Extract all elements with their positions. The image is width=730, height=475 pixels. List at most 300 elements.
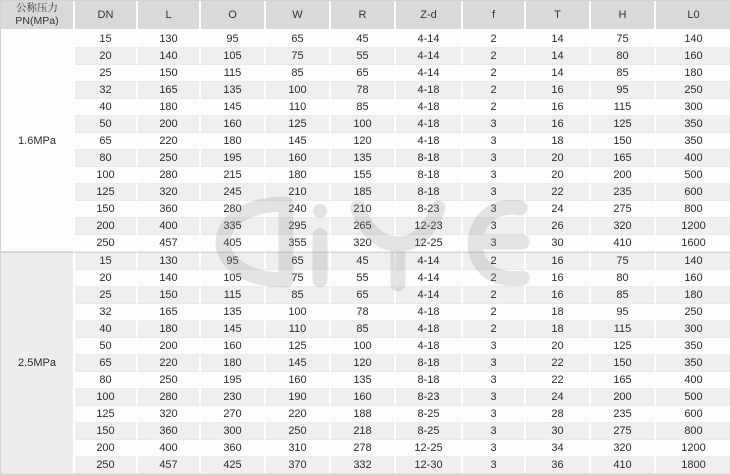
- table-cell: 8-18: [396, 167, 463, 184]
- table-cell: 22: [526, 372, 591, 389]
- table-row: [1, 150, 730, 167]
- table-cell: 8-18: [396, 372, 463, 389]
- table-cell: 125: [266, 116, 331, 133]
- table-cell: 4-14: [396, 270, 463, 287]
- table-cell: 30: [526, 235, 591, 252]
- table-cell: 410: [591, 457, 656, 474]
- table-cell: 80: [75, 372, 138, 389]
- table-cell: 78: [331, 82, 396, 99]
- table-cell: 300: [656, 99, 730, 116]
- table-row: [1, 31, 730, 48]
- table-cell: 425: [201, 457, 266, 474]
- table-cell: 218: [331, 423, 396, 440]
- table-cell: 40: [75, 99, 138, 116]
- table-cell: 600: [656, 406, 730, 423]
- table-cell: 235: [591, 184, 656, 201]
- table-cell: 355: [266, 235, 331, 252]
- table-cell: 300: [656, 321, 730, 338]
- table-cell: 110: [266, 99, 331, 116]
- table-cell: 280: [138, 389, 201, 406]
- table-cell: 8-18: [396, 150, 463, 167]
- table-cell: 3: [463, 423, 526, 440]
- table-cell: 150: [591, 133, 656, 150]
- table-cell: 2: [463, 65, 526, 82]
- table-cell: 105: [201, 270, 266, 287]
- table-cell: 4-14: [396, 65, 463, 82]
- table-cell: 270: [201, 406, 266, 423]
- table-cell: 22: [526, 184, 591, 201]
- table-cell: 280: [138, 167, 201, 184]
- table-cell: 85: [591, 65, 656, 82]
- table-cell: 400: [656, 372, 730, 389]
- table-cell: 350: [656, 355, 730, 372]
- table-cell: 28: [526, 406, 591, 423]
- table-cell: 235: [591, 406, 656, 423]
- table-row: [1, 184, 730, 201]
- pressure-label: 2.5MPa: [1, 252, 75, 474]
- table-cell: 4-18: [396, 133, 463, 150]
- table-cell: 2: [463, 31, 526, 48]
- table-cell: 45: [331, 252, 396, 270]
- table-row: [1, 389, 730, 406]
- table-cell: 95: [591, 82, 656, 99]
- table-cell: 2: [463, 252, 526, 270]
- table-cell: 457: [138, 457, 201, 474]
- table-cell: 160: [201, 116, 266, 133]
- table-cell: 105: [201, 48, 266, 65]
- table-cell: 295: [266, 218, 331, 235]
- table-cell: 55: [331, 48, 396, 65]
- table-cell: 14: [526, 65, 591, 82]
- table-cell: 150: [75, 201, 138, 218]
- table-cell: 3: [463, 406, 526, 423]
- table-cell: 125: [75, 406, 138, 423]
- table-cell: 80: [591, 270, 656, 287]
- table-cell: 75: [591, 252, 656, 270]
- table-row: [1, 133, 730, 150]
- table-cell: 250: [75, 457, 138, 474]
- column-header-L: L: [138, 1, 201, 31]
- table-cell: 350: [656, 116, 730, 133]
- table-cell: 16: [526, 252, 591, 270]
- table-row: [1, 457, 730, 474]
- table-cell: 65: [75, 355, 138, 372]
- table-cell: 150: [591, 355, 656, 372]
- table-row: [1, 304, 730, 321]
- table-cell: 120: [331, 133, 396, 150]
- column-header-Z-d: Z-d: [396, 1, 463, 31]
- table-row: [1, 218, 730, 235]
- table-cell: 55: [331, 270, 396, 287]
- table-row: [1, 270, 730, 287]
- table-cell: 275: [591, 423, 656, 440]
- table-cell: 3: [463, 218, 526, 235]
- table-cell: 14: [526, 31, 591, 48]
- table-cell: 16: [526, 287, 591, 304]
- column-header-W: W: [266, 1, 331, 31]
- table-cell: 4-18: [396, 82, 463, 99]
- table-cell: 220: [138, 133, 201, 150]
- pressure-header-line1: 公称压力: [16, 2, 58, 14]
- table-cell: 100: [266, 304, 331, 321]
- table-row: [1, 48, 730, 65]
- table-cell: 4-18: [396, 321, 463, 338]
- table-cell: 190: [266, 389, 331, 406]
- table-cell: 65: [331, 287, 396, 304]
- table-cell: 200: [138, 338, 201, 355]
- table-cell: 240: [266, 201, 331, 218]
- table-cell: 25: [75, 65, 138, 82]
- table-cell: 100: [75, 389, 138, 406]
- table-cell: 180: [138, 99, 201, 116]
- table-cell: 145: [201, 99, 266, 116]
- table-cell: 250: [138, 150, 201, 167]
- table-cell: 85: [591, 287, 656, 304]
- table-cell: 25: [75, 287, 138, 304]
- table-cell: 200: [75, 440, 138, 457]
- table-cell: 200: [591, 389, 656, 406]
- table-cell: 2: [463, 48, 526, 65]
- table-cell: 4-14: [396, 287, 463, 304]
- column-header-R: R: [331, 1, 396, 31]
- table-cell: 250: [266, 423, 331, 440]
- table-cell: 50: [75, 116, 138, 133]
- table-cell: 65: [331, 65, 396, 82]
- table-cell: 245: [201, 184, 266, 201]
- table-cell: 115: [201, 287, 266, 304]
- table-cell: 100: [75, 167, 138, 184]
- table-row: [1, 65, 730, 82]
- table-cell: 140: [656, 252, 730, 270]
- column-header-f: f: [463, 1, 526, 31]
- table-cell: 160: [331, 389, 396, 406]
- table-row: [1, 116, 730, 133]
- table-cell: 145: [201, 321, 266, 338]
- table-cell: 12-23: [396, 218, 463, 235]
- table-cell: 220: [266, 406, 331, 423]
- table-cell: 3: [463, 389, 526, 406]
- table-cell: 800: [656, 423, 730, 440]
- table-cell: 22: [526, 355, 591, 372]
- table-cell: 370: [266, 457, 331, 474]
- table-cell: 3: [463, 457, 526, 474]
- table-cell: 320: [591, 440, 656, 457]
- table-cell: 600: [656, 184, 730, 201]
- table-cell: 180: [201, 133, 266, 150]
- table-cell: 250: [656, 304, 730, 321]
- table-cell: 135: [331, 372, 396, 389]
- table-cell: 4-14: [396, 31, 463, 48]
- table-cell: 3: [463, 355, 526, 372]
- table-cell: 78: [331, 304, 396, 321]
- table-cell: 160: [201, 338, 266, 355]
- table-cell: 275: [591, 201, 656, 218]
- table-cell: 160: [266, 372, 331, 389]
- table-cell: 4-18: [396, 304, 463, 321]
- table-cell: 160: [656, 270, 730, 287]
- table-cell: 36: [526, 457, 591, 474]
- table-cell: 185: [331, 184, 396, 201]
- table-row: [1, 423, 730, 440]
- table-cell: 3: [463, 116, 526, 133]
- table-cell: 3: [463, 167, 526, 184]
- table-row: [1, 355, 730, 372]
- table-cell: 320: [138, 184, 201, 201]
- table-cell: 85: [266, 287, 331, 304]
- table-cell: 360: [138, 201, 201, 218]
- table-cell: 2: [463, 82, 526, 99]
- table-cell: 155: [331, 167, 396, 184]
- table-row: [1, 82, 730, 99]
- table-cell: 320: [591, 218, 656, 235]
- table-cell: 165: [138, 304, 201, 321]
- table-cell: 85: [266, 65, 331, 82]
- table-cell: 125: [591, 338, 656, 355]
- table-cell: 16: [526, 270, 591, 287]
- table-cell: 145: [266, 133, 331, 150]
- table-cell: 310: [266, 440, 331, 457]
- table-cell: 4-18: [396, 338, 463, 355]
- table-cell: 165: [138, 82, 201, 99]
- table-cell: 250: [75, 235, 138, 252]
- table-cell: 12-30: [396, 457, 463, 474]
- table-cell: 3: [463, 201, 526, 218]
- table-cell: 400: [138, 218, 201, 235]
- table-cell: 12-25: [396, 440, 463, 457]
- table-cell: 115: [591, 99, 656, 116]
- table-cell: 265: [331, 218, 396, 235]
- table-cell: 32: [75, 82, 138, 99]
- table-cell: 2: [463, 287, 526, 304]
- table-cell: 4-18: [396, 99, 463, 116]
- table-cell: 26: [526, 218, 591, 235]
- table-cell: 4-18: [396, 116, 463, 133]
- table-cell: 400: [656, 150, 730, 167]
- table-cell: 20: [526, 167, 591, 184]
- table-cell: 160: [266, 150, 331, 167]
- table-cell: 8-23: [396, 389, 463, 406]
- table-cell: 40: [75, 321, 138, 338]
- table-cell: 300: [201, 423, 266, 440]
- table-row: [1, 99, 730, 116]
- table-cell: 1600: [656, 235, 730, 252]
- table-cell: 500: [656, 167, 730, 184]
- table-cell: 188: [331, 406, 396, 423]
- table-cell: 8-25: [396, 406, 463, 423]
- table-cell: 165: [591, 150, 656, 167]
- table-cell: 400: [138, 440, 201, 457]
- column-header-H: H: [591, 1, 656, 31]
- table-body: [1, 31, 730, 474]
- table-row: [1, 440, 730, 457]
- table-cell: 3: [463, 150, 526, 167]
- table-cell: 125: [75, 184, 138, 201]
- table-cell: 12-25: [396, 235, 463, 252]
- table-cell: 85: [331, 321, 396, 338]
- table-cell: 30: [526, 423, 591, 440]
- table-cell: 4-14: [396, 48, 463, 65]
- table-cell: 140: [138, 48, 201, 65]
- table-cell: 180: [138, 321, 201, 338]
- table-cell: 110: [266, 321, 331, 338]
- table-cell: 80: [75, 150, 138, 167]
- table-cell: 4-14: [396, 252, 463, 270]
- table-cell: 15: [75, 252, 138, 270]
- table-row: [1, 235, 730, 252]
- table-cell: 150: [138, 65, 201, 82]
- table-cell: 3: [463, 184, 526, 201]
- table-cell: 150: [138, 287, 201, 304]
- pressure-label: 1.6MPa: [1, 31, 75, 252]
- table-cell: 250: [656, 82, 730, 99]
- table-cell: 360: [201, 440, 266, 457]
- table-cell: 3: [463, 372, 526, 389]
- table-cell: 20: [75, 48, 138, 65]
- table-cell: 160: [656, 48, 730, 65]
- table-cell: 3: [463, 440, 526, 457]
- table-cell: 320: [331, 235, 396, 252]
- table-cell: 195: [201, 150, 266, 167]
- table-cell: 80: [591, 48, 656, 65]
- table-cell: 130: [138, 31, 201, 48]
- column-header-O: O: [201, 1, 266, 31]
- table-cell: 65: [266, 31, 331, 48]
- table-cell: 120: [331, 355, 396, 372]
- table-cell: 115: [201, 65, 266, 82]
- table-cell: 125: [266, 338, 331, 355]
- table-cell: 8-18: [396, 355, 463, 372]
- table-cell: 180: [201, 355, 266, 372]
- table-cell: 8-18: [396, 184, 463, 201]
- column-header-T: T: [526, 1, 591, 31]
- table-cell: 210: [266, 184, 331, 201]
- table-cell: 3: [463, 133, 526, 150]
- table-cell: 14: [526, 48, 591, 65]
- table-cell: 18: [526, 304, 591, 321]
- table-cell: 150: [75, 423, 138, 440]
- table-cell: 250: [138, 372, 201, 389]
- table-cell: 20: [526, 150, 591, 167]
- table-header-row: [1, 1, 730, 31]
- column-header-DN: DN: [75, 1, 138, 31]
- table-cell: 95: [201, 252, 266, 270]
- table-cell: 360: [138, 423, 201, 440]
- table-cell: 457: [138, 235, 201, 252]
- table-row: [1, 167, 730, 184]
- table-cell: 2: [463, 99, 526, 116]
- column-header-L0: L0: [656, 1, 730, 31]
- table-cell: 320: [138, 406, 201, 423]
- table-cell: 200: [75, 218, 138, 235]
- table-cell: 8-23: [396, 201, 463, 218]
- table-cell: 1800: [656, 457, 730, 474]
- table-cell: 135: [331, 150, 396, 167]
- table-cell: 45: [331, 31, 396, 48]
- table-cell: 140: [138, 270, 201, 287]
- table-cell: 1200: [656, 218, 730, 235]
- table-cell: 200: [138, 116, 201, 133]
- table-cell: 115: [591, 321, 656, 338]
- table-cell: 280: [201, 201, 266, 218]
- table-cell: 50: [75, 338, 138, 355]
- table-cell: 1200: [656, 440, 730, 457]
- table-cell: 100: [331, 116, 396, 133]
- table-cell: 350: [656, 338, 730, 355]
- table-cell: 125: [591, 116, 656, 133]
- table-row: [1, 321, 730, 338]
- table-cell: 100: [331, 338, 396, 355]
- table-cell: 75: [266, 48, 331, 65]
- table-cell: 3: [463, 235, 526, 252]
- table-cell: 332: [331, 457, 396, 474]
- table-cell: 18: [526, 321, 591, 338]
- table-cell: 165: [591, 372, 656, 389]
- table-cell: 2: [463, 270, 526, 287]
- table-row: [1, 287, 730, 304]
- table-row: [1, 338, 730, 355]
- pressure-column-header: [1, 1, 75, 31]
- pressure-header-line2: PN(MPa): [15, 15, 59, 27]
- table-cell: 180: [266, 167, 331, 184]
- table-cell: 210: [331, 201, 396, 218]
- table-cell: 20: [75, 270, 138, 287]
- table-cell: 8-25: [396, 423, 463, 440]
- table-cell: 350: [656, 133, 730, 150]
- table-cell: 220: [138, 355, 201, 372]
- table-row: [1, 252, 730, 270]
- table-cell: 100: [266, 82, 331, 99]
- table-cell: 95: [201, 31, 266, 48]
- table-cell: 500: [656, 389, 730, 406]
- table-cell: 180: [656, 287, 730, 304]
- table-cell: 2: [463, 321, 526, 338]
- table-cell: 18: [526, 133, 591, 150]
- table-cell: 95: [591, 304, 656, 321]
- table-cell: 215: [201, 167, 266, 184]
- table-cell: 16: [526, 82, 591, 99]
- table-cell: 135: [201, 82, 266, 99]
- table-row: [1, 406, 730, 423]
- table-cell: 85: [331, 99, 396, 116]
- table-cell: 75: [591, 31, 656, 48]
- table-cell: 800: [656, 201, 730, 218]
- table-cell: 16: [526, 99, 591, 116]
- table-cell: 16: [526, 116, 591, 133]
- table-cell: 410: [591, 235, 656, 252]
- table-cell: 405: [201, 235, 266, 252]
- table-cell: 335: [201, 218, 266, 235]
- table-cell: 230: [201, 389, 266, 406]
- table-cell: 130: [138, 252, 201, 270]
- table-cell: 145: [266, 355, 331, 372]
- table-cell: 15: [75, 31, 138, 48]
- table-cell: 195: [201, 372, 266, 389]
- table-cell: 65: [266, 252, 331, 270]
- table-cell: 2: [463, 304, 526, 321]
- table-cell: 278: [331, 440, 396, 457]
- table-cell: 200: [591, 167, 656, 184]
- table-cell: 24: [526, 201, 591, 218]
- table-cell: 34: [526, 440, 591, 457]
- table-cell: 3: [463, 338, 526, 355]
- table-cell: 140: [656, 31, 730, 48]
- table-cell: 65: [75, 133, 138, 150]
- table-cell: 75: [266, 270, 331, 287]
- table-cell: 20: [526, 338, 591, 355]
- table-cell: 24: [526, 389, 591, 406]
- table-cell: 135: [201, 304, 266, 321]
- table-row: [1, 201, 730, 218]
